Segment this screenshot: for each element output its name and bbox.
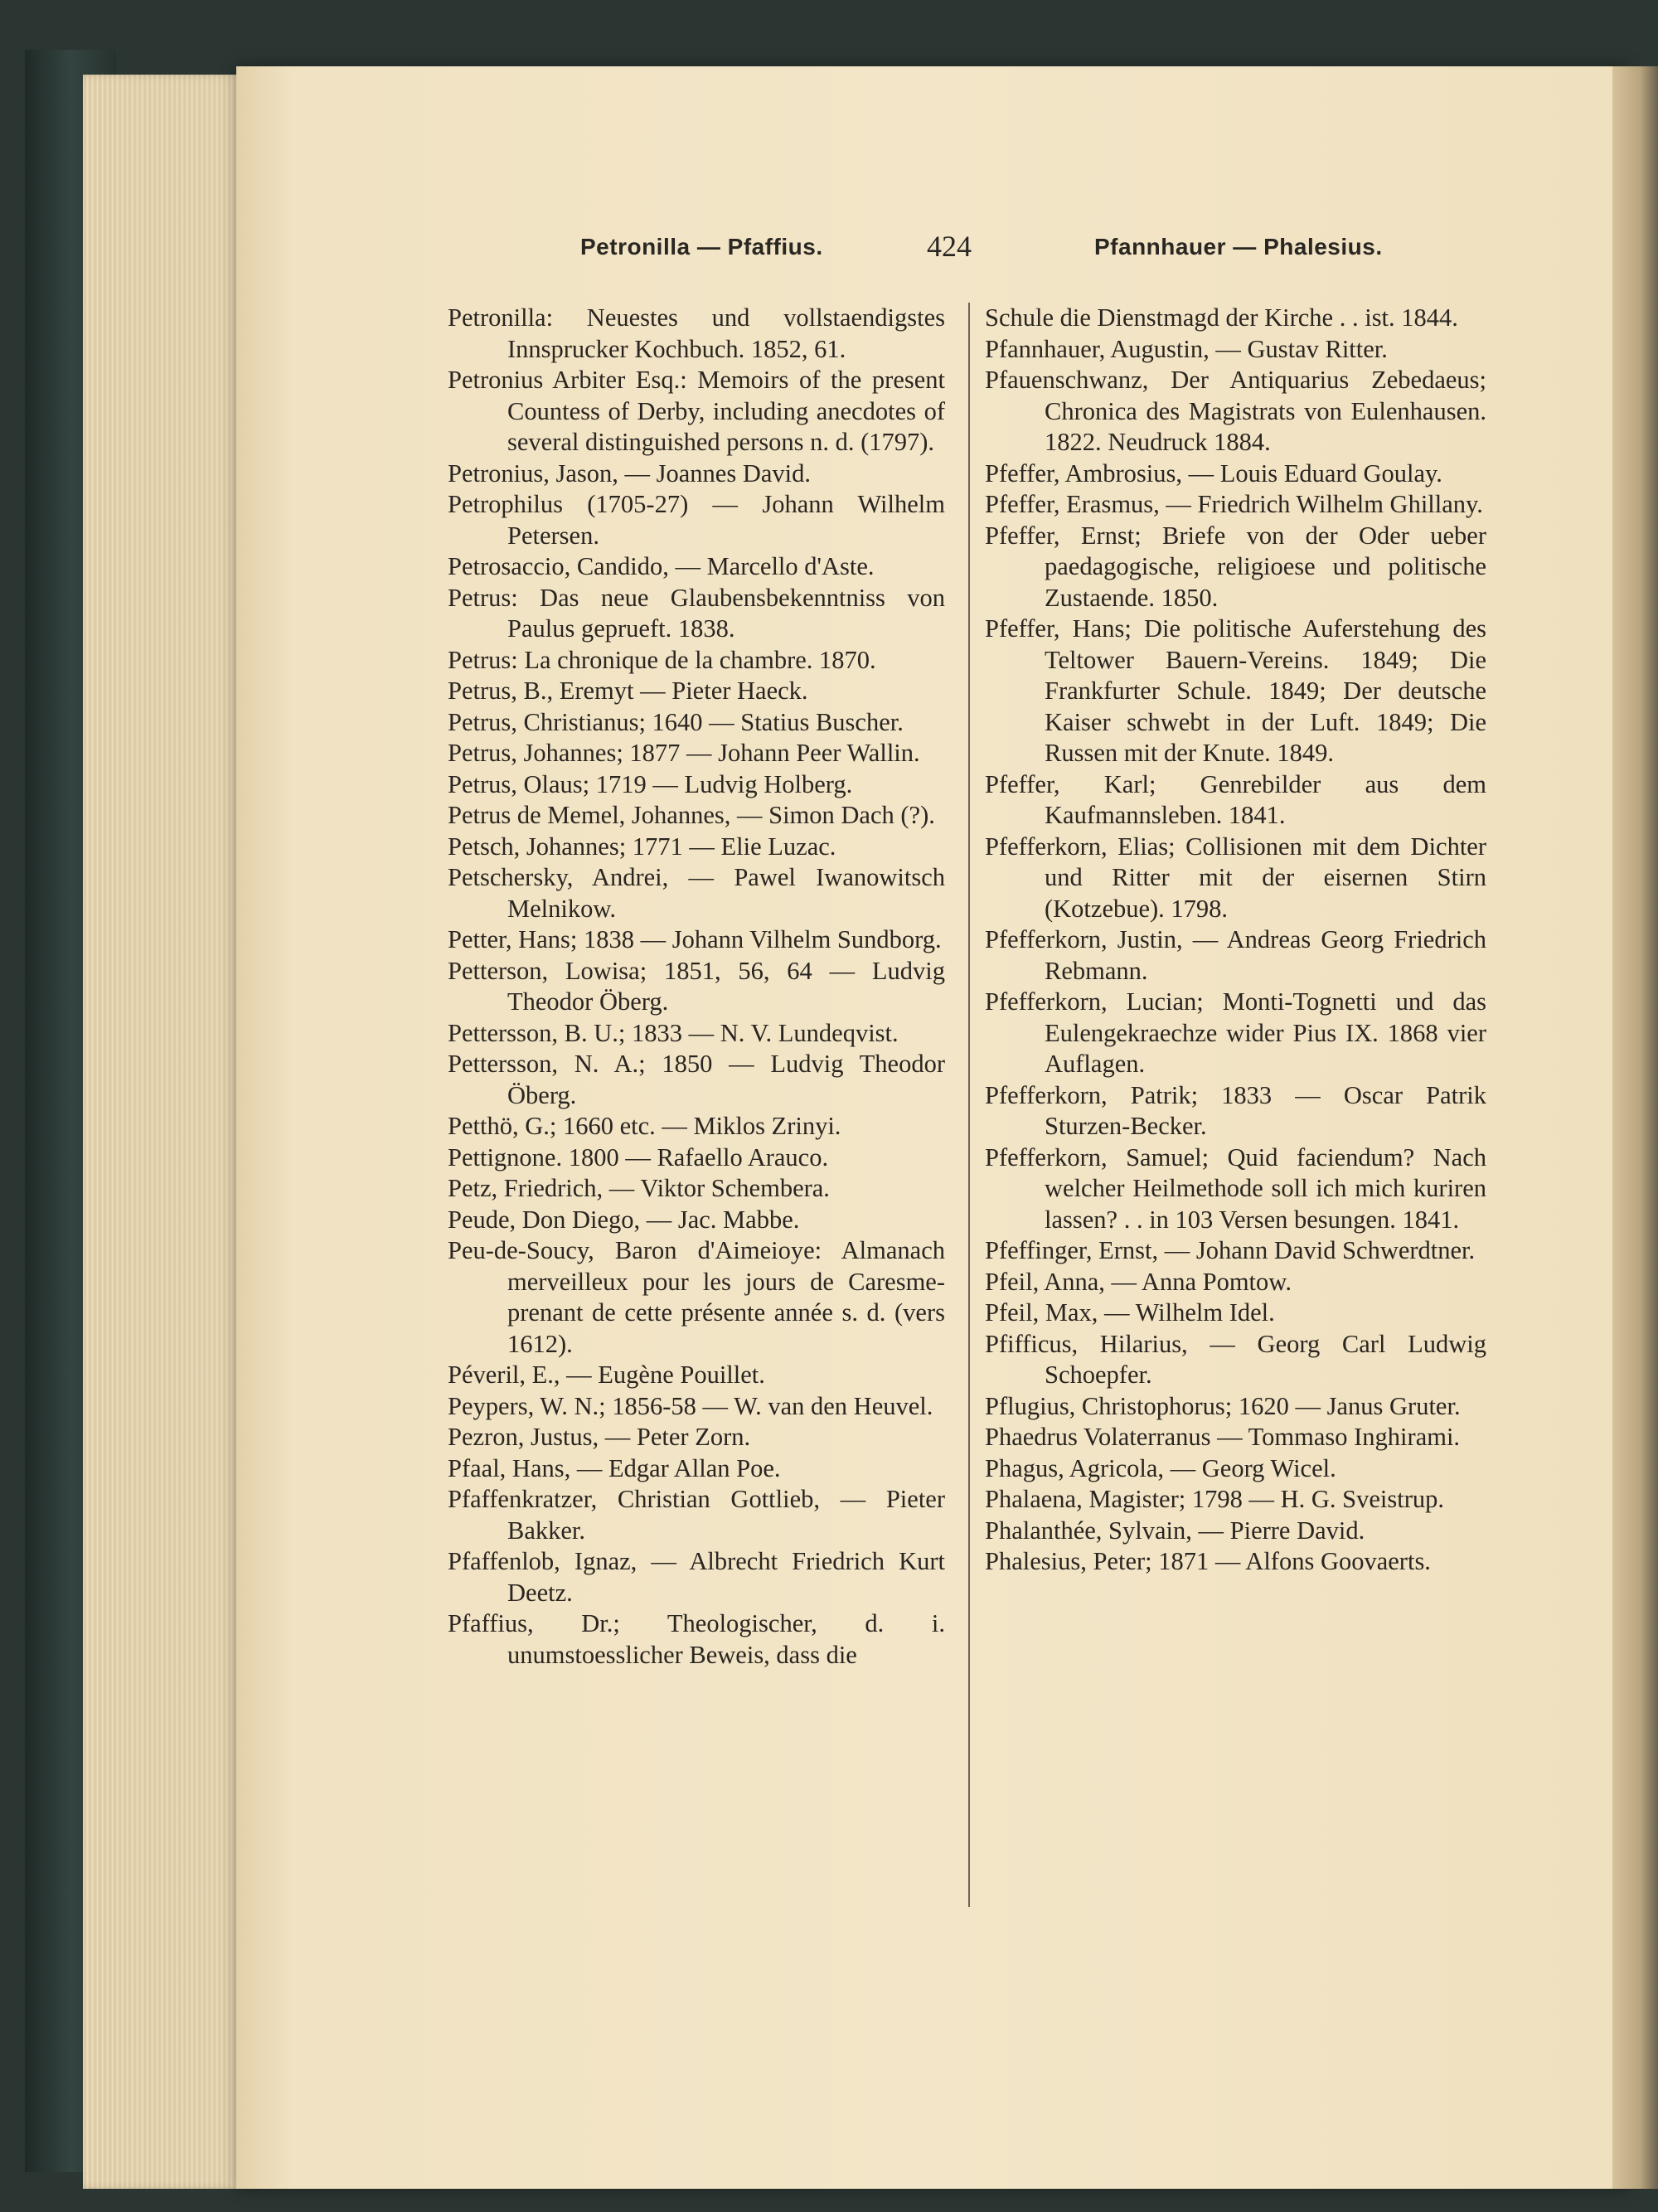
index-entry: Pfaffenkratzer, Christian Gottlieb, — Pieter Bakker. bbox=[448, 1485, 945, 1545]
index-entry: Pfeffer, Ambrosius, — Louis Eduard Goulay. bbox=[985, 458, 1442, 488]
index-entry: Pettersson, B. U.; 1833 — N. V. Lundeqvist. bbox=[448, 1018, 899, 1047]
index-entry: Phaedrus Volaterranus — Tommaso Inghirami. bbox=[985, 1423, 1461, 1451]
page-gutter bbox=[1612, 66, 1658, 2189]
index-entry: Petrophilus (1705-27) — Johann Wilhelm Petersen. bbox=[448, 490, 945, 550]
index-entry: Pfeil, Anna, — Anna Pomtow. bbox=[985, 1267, 1292, 1296]
right-column bbox=[985, 303, 1486, 1578]
index-entry: Phagus, Agricola, — Georg Wicel. bbox=[985, 1453, 1336, 1482]
header-left-range: Petronilla — Pfaffius. bbox=[580, 234, 823, 260]
index-entry: Pfefferkorn, Justin, — Andreas Georg Friedrich Rebmann. bbox=[985, 925, 1486, 985]
index-entry: Peypers, W. N.; 1856-58 — W. van den Heuvel. bbox=[448, 1391, 933, 1420]
index-entry: Pfauenschwanz, Der Antiquarius Zebedaeus; Chronica des Magistrats von Eulenhausen. 1822. Neudruck 1884. bbox=[985, 366, 1486, 456]
index-entry: Pettignone. 1800 — Rafaello Arauco. bbox=[448, 1142, 829, 1171]
index-entry: Petronius Arbiter Esq.: Memoirs of the present Countess of Derby, including anecdotes of several distinguished persons n. d. (1797). bbox=[448, 366, 945, 456]
index-entry: Petz, Friedrich, — Viktor Schembera. bbox=[448, 1174, 830, 1202]
index-entry: Petter, Hans; 1838 — Johann Vilhelm Sundborg. bbox=[448, 925, 942, 953]
index-entry: Pfeil, Max, — Wilhelm Idel. bbox=[985, 1298, 1275, 1327]
column-divider bbox=[968, 303, 970, 1907]
page-number: 424 bbox=[927, 230, 972, 263]
index-entry: Phalesius, Peter; 1871 — Alfons Goovaerts. bbox=[985, 1547, 1431, 1575]
index-entry: Peu-de-Soucy, Baron d'Aimeioye: Almanach merveilleux pour les jours de Caresme-prenant de cette présente année s. d. (vers 1612). bbox=[448, 1236, 945, 1358]
index-entry: Pfaffius, Dr.; Theologischer, d. i. unumstoesslicher Beweis, dass die bbox=[448, 1609, 945, 1669]
index-entry: Pfeffer, Ernst; Briefe von der Oder ueber paedagogische, religioese und politische Zustaende. 1850. bbox=[985, 521, 1486, 612]
index-entry: Pfifficus, Hilarius, — Georg Carl Ludwig Schoepfer. bbox=[985, 1329, 1486, 1389]
index-entry: Pfeffer, Erasmus, — Friedrich Wilhelm Ghillany. bbox=[985, 490, 1483, 518]
index-entry: Pfefferkorn, Lucian; Monti-Tognetti und das Eulengekraechze wider Pius IX. 1868 vier Auflagen. bbox=[985, 987, 1486, 1078]
index-entry: Peude, Don Diego, — Jac. Mabbe. bbox=[448, 1205, 800, 1234]
index-entry: Pettersson, N. A.; 1850 — Ludvig Theodor Öberg. bbox=[448, 1050, 945, 1109]
index-entry: Petrosaccio, Candido, — Marcello d'Aste. bbox=[448, 552, 875, 580]
page-edges bbox=[83, 75, 249, 2189]
index-entry: Petterson, Lowisa; 1851, 56, 64 — Ludvig Theodor Öberg. bbox=[448, 956, 945, 1016]
index-entry: Petrus, Johannes; 1877 — Johann Peer Wallin. bbox=[448, 739, 920, 767]
index-entry: Petrus, Christianus; 1640 — Statius Buscher. bbox=[448, 707, 904, 736]
index-entry: Petthö, G.; 1660 etc. — Miklos Zrinyi. bbox=[448, 1112, 841, 1140]
left-column bbox=[448, 303, 945, 1671]
index-entry: Pfaffenlob, Ignaz, — Albrecht Friedrich Kurt Deetz. bbox=[448, 1547, 945, 1607]
running-header bbox=[0, 230, 1658, 267]
index-entry: Petrus, Olaus; 1719 — Ludvig Holberg. bbox=[448, 769, 853, 798]
index-entry: Pfeffer, Hans; Die politische Auferstehung des Teltower Bauern-Vereins. 1849; Die Frankfurter Schule. 1849; Der deutsche Kaiser schwebt in der Luft. 1849; Die Russen mit der Knute. 1849. bbox=[985, 614, 1486, 767]
index-entry: Pfefferkorn, Patrik; 1833 — Oscar Patrik Sturzen-Becker. bbox=[985, 1080, 1486, 1140]
index-entry: Pfeffer, Karl; Genrebilder aus dem Kaufmannsleben. 1841. bbox=[985, 769, 1486, 829]
index-entry: Phalaena, Magister; 1798 — H. G. Sveistrup. bbox=[985, 1485, 1445, 1513]
index-entry: Petsch, Johannes; 1771 — Elie Luzac. bbox=[448, 832, 836, 861]
index-entry: Pfaal, Hans, — Edgar Allan Poe. bbox=[448, 1453, 781, 1482]
index-entry: Petrus: La chronique de la chambre. 1870. bbox=[448, 645, 876, 674]
index-entry: Pfannhauer, Augustin, — Gustav Ritter. bbox=[985, 334, 1388, 363]
index-entry: Petronius, Jason, — Joannes David. bbox=[448, 458, 811, 488]
header-right-range: Pfannhauer — Phalesius. bbox=[1094, 234, 1383, 260]
index-entry: Petrus: Das neue Glaubensbekenntniss von Paulus geprueft. 1838. bbox=[448, 583, 945, 643]
index-entry: Pezron, Justus, — Peter Zorn. bbox=[448, 1423, 751, 1451]
index-entry: Phalanthée, Sylvain, — Pierre David. bbox=[985, 1516, 1365, 1545]
index-entry: Schule die Dienstmagd der Kirche . . ist. 1844. bbox=[985, 303, 1458, 332]
index-entry: Pflugius, Christophorus; 1620 — Janus Gruter. bbox=[985, 1391, 1461, 1420]
index-entry: Pfeffinger, Ernst, — Johann David Schwerdtner. bbox=[985, 1236, 1476, 1264]
index-entry: Petronilla: Neuestes und vollstaendigstes Innsprucker Kochbuch. 1852, 61. bbox=[448, 303, 945, 363]
index-entry: Petschersky, Andrei, — Pawel Iwanowitsch Melnikow. bbox=[448, 863, 945, 923]
index-entry: Pfefferkorn, Samuel; Quid faciendum? Nach welcher Heilmethode soll ich mich kuriren lassen? . . in 103 Versen besungen. 1841. bbox=[985, 1142, 1486, 1234]
index-entry: Petrus de Memel, Johannes, — Simon Dach (?). bbox=[448, 801, 935, 829]
index-entry: Petrus, B., Eremyt — Pieter Haeck. bbox=[448, 677, 808, 705]
index-entry: Péveril, E., — Eugène Pouillet. bbox=[448, 1361, 765, 1389]
index-entry: Pfefferkorn, Elias; Collisionen mit dem Dichter und Ritter mit der eisernen Stirn (Kotzebue). 1798. bbox=[985, 832, 1486, 923]
